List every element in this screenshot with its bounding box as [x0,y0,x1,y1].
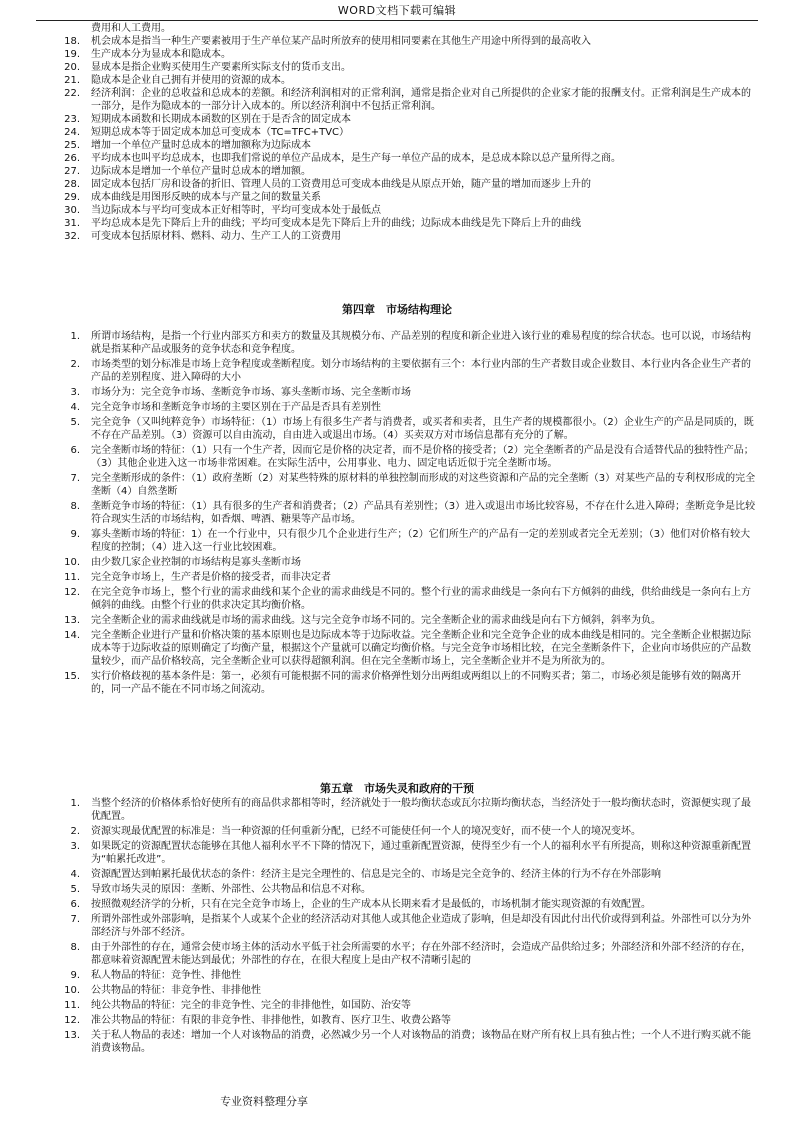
item-number: 26. [64,153,80,164]
item-number: 22. [64,88,80,99]
item-number: 1. [70,798,80,809]
item-text: 机会成本是指当一种生产要素被用于生产单位某产品时所放弃的使用相同要素在其他生产用途中所得到的最高收入 [91,36,591,47]
item-number: 11. [64,1000,80,1011]
item-text: 私人物品的特征：竞争性、排他性 [91,970,241,981]
item-number: 4. [70,869,80,880]
item-text: 资源实现最优配置的标准是：当一种资源的任何重新分配，已经不可能使任何一个人的境况变好，而不使一个人的境况变坏。 [91,826,641,837]
item-text: 实行价格歧视的基本条件是：第一，必须有可能根据不同的需求价格弹性划分出两组或两组以上的不同购买者；第二，市场必须是能够有效的隔离开的，同一产品不能在不同市场之间流动。 [91,671,741,695]
item-text: 由于外部性的存在，通常会使市场主体的活动水平低于社会所需要的水平；存在外部不经济时，会造成产品供给过多；外部经济和外部不经济的存在，都意味着资源配置未能达到最优；外部性的存在，在很大程度上是由产权不清晰引起的 [91,942,751,966]
item-text: 市场分为：完全竞争市场、垄断竞争市场、寡头垄断市场、完全垄断市场 [91,387,411,398]
item-text: 资源配置达到帕累托最优状态的条件：经济主是完全理性的、信息是完全的、市场是完全竞争的、经济主体的行为不存在外部影响 [91,869,661,880]
item-number: 2. [70,826,80,837]
list-item [0,191,794,204]
list-item [0,868,794,881]
item-number: 6. [70,445,80,456]
chapter-4-section [0,330,794,698]
item-text: 完全垄断形成的条件：（1）政府垄断（2）对某些特殊的原材料的单独控制而形成的对这些资源和产品的完全垄断（3）对某些产品的专利权形成的完全垄断（4）自然垄断 [91,473,756,497]
item-text: 在完全竞争市场上，整个行业的需求曲线和某个企业的需求曲线是不同的。整个行业的需求曲线是一条向右下方倾斜的曲线，供给曲线是一条向右上方倾斜的曲线。由整个行业的供求决定其均衡价格。 [91,587,751,611]
item-text: 由少数几家企业控制的市场结构是寡头垄断市场 [91,557,301,568]
chapter-4-title: 第四章 市场结构理论 [342,303,452,316]
item-number: 29. [64,192,80,203]
list-item [0,500,794,526]
item-text: 市场类型的划分标准是市场上竞争程度或垄断程度。划分市场结构的主要依据有三个：本行业内部的生产者数目或企业数目、本行业内各企业生产者的产品的差别程度、进入障碍的大小 [91,359,751,383]
list-item [0,358,794,384]
item-number: 10. [64,985,80,996]
item-number: 1. [70,331,80,342]
item-number: 19. [64,49,80,60]
item-text: 按照微观经济学的分析，只有在完全竞争市场上，企业的生产成本从长期来看才是最低的，市场机制才能实现资源的有效配置。 [91,899,651,910]
chapter-5-title: 第五章 市场失灵和政府的干预 [320,782,474,795]
list-item [0,797,794,823]
list-item [0,883,794,896]
item-text: 可变成本包括原材料、燃料、动力、生产工人的工资费用 [91,231,341,242]
item-text: 所谓市场结构，是指一个行业内部买方和卖方的数量及其规模分布、产品差别的程度和新企业进入该行业的难易程度的综合状态。也可以说，市场结构就是指某种产品或服务的竞争状态和竞争程度。 [91,331,751,355]
item-text: 当整个经济的价格体系恰好使所有的商品供求都相等时，经济就处于一般均衡状态或瓦尔拉斯均衡状态，当经济处于一般均衡状态时，资源便实现了最优配置。 [91,798,751,822]
list-item [0,1029,794,1055]
item-number: 28. [64,179,80,190]
item-number: 13. [64,615,80,626]
list-item [0,586,794,612]
list-item [0,204,794,217]
list-item [0,35,794,48]
item-text: 垄断竞争市场的特征：（1）具有很多的生产者和消费者；（2）产品具有差别性；（3）进入或退出市场比较容易，不存在什么进入障碍；垄断竞争是比较符合现实生活的市场结构，如香烟、啤酒、糖果等产品市场。 [91,501,756,525]
item-text: 完全竞争市场上，生产者是价格的接受者，而非决定者 [91,572,331,583]
item-text: 如果既定的资源配置状态能够在其他人福利水平不下降的情况下，通过重新配置资源，使得至少有一个人的福利水平有所提高，则称这种资源重新配置为“帕累托改进”。 [91,841,751,865]
item-number: 20. [64,62,80,73]
item-text: 边际成本是增加一个单位产量时总成本的增加额。 [91,166,311,177]
spacer [0,1055,794,1057]
item-text: 完全垄断市场的特征：（1）只有一个生产者，因而它是价格的决定者，而不是价格的接受者；（2）完全垄断者的产品是没有合适替代品的独特性产品；（3）其他企业进入这一市场非常困难。在实际生活中，公用事业、电力、固定电话近似于完全垄断市场。 [91,445,754,469]
list-item [0,217,794,230]
list-item [0,941,794,967]
list-item [0,999,794,1012]
list-item [0,898,794,911]
item-text: 寡头垄断市场的特征：1）在一个行业中，只有很少几个企业进行生产；（2）它们所生产的产品有一定的差别或者完全无差别；（3）他们对价格有较大程度的控制；（4）进入这一行业比较困难。 [91,529,751,553]
list-item [0,230,794,243]
item-number: 13. [64,1030,80,1041]
item-text: 所谓外部性或外部影响，是指某个人或某个企业的经济活动对其他人或其他企业造成了影响，但是却没有因此付出代价或得到利益。外部性可以分为外部经济与外部不经济。 [91,914,751,938]
item-text: 短期成本函数和长期成本函数的区别在于是否含的固定成本 [91,114,351,125]
list-item [0,913,794,939]
item-number: 5. [70,884,80,895]
item-number: 25. [64,140,80,151]
list-item [0,139,794,152]
list-item [0,969,794,982]
item-number: 3. [70,387,80,398]
item-text: 纯公共物品的特征：完全的非竞争性、完全的非排他性，如国防、治安等 [91,1000,411,1011]
item-number: 12. [64,587,80,598]
item-number: 27. [64,166,80,177]
list-item [0,629,794,668]
list-item [0,87,794,113]
list-item [0,444,794,470]
list-item [0,61,794,74]
item-number: 30. [64,205,80,216]
list-item [0,401,794,414]
item-text: 生产成本分为显成本和隐成本。 [91,49,231,60]
item-number: 18. [64,36,80,47]
item-number: 31. [64,218,80,229]
item-text: 成本曲线是用图形反映的成本与产量之间的数量关系 [91,192,321,203]
list-item [0,840,794,866]
cost-items-section [0,22,794,243]
list-item [0,48,794,61]
item-number: 2. [70,359,80,370]
item-text: 平均总成本是先下降后上升的曲线；平均可变成本是先下降后上升的曲线；边际成本曲线是先下降后上升的曲线 [91,218,581,229]
list-item [0,165,794,178]
list-item [0,472,794,498]
item-number: 14. [64,630,80,641]
item-text: 经济利润：企业的总收益和总成本的差额。和经济利润相对的正常利润，通常是指企业对自己所提供的企业家才能的报酬支付。正常利润是生产成本的一部分，是作为隐成本的一部分计入成本的。所以经济利润中不包括正常利润。 [91,88,751,112]
header-rule [36,20,758,21]
item-number: 7. [70,914,80,925]
list-item [0,556,794,569]
item-number: 32. [64,231,80,242]
page-footer: 专业资料整理分享 [220,1095,308,1108]
item-text: 准公共物品的特征：有限的非竞争性、非排他性，如教育、医疗卫生、收费公路等 [91,1015,451,1026]
item-text: 隐成本是企业自己拥有并使用的资源的成本。 [91,75,291,86]
item-text: 固定成本包括厂房和设备的折旧、管理人员的工资费用总可变成本曲线是从原点开始，随产量的增加而逐步上升的 [91,179,591,190]
item-number: 23. [64,114,80,125]
item-number: 4. [70,402,80,413]
list-item [0,386,794,399]
list-item [0,178,794,191]
item-number: 5. [70,417,80,428]
item-number: 6. [70,899,80,910]
item-number: 8. [70,942,80,953]
item-text: 完全竞争市场和垄断竞争市场的主要区别在于产品是否具有差别性 [91,402,381,413]
list-item [0,984,794,997]
list-item [0,152,794,165]
item-text: 完全竞争（又叫纯粹竞争）市场特征：（1）市场上有很多生产者与消费者，或买者和卖者，且生产者的规模都很小。（2）企业生产的产品是同质的，既不存在产品差别。（3）资源可以自由流动，自由进入或退出市场。（4）买卖双方对市场信息都有充分的了解。 [91,417,754,441]
item-number: 15. [64,671,80,682]
chapter-5-section [0,797,794,1057]
page-header: WORD文档下载可编辑 [337,4,457,17]
item-text: 当边际成本与平均可变成本正好相等时，平均可变成本处于最低点 [91,205,381,216]
list-item [0,670,794,696]
item-text: 关于私人物品的表述：增加一个人对该物品的消费，必然减少另一个人对该物品的消费；该物品在财产所有权上具有独占性；一个人不进行购买就不能消费该物品。 [91,1030,751,1054]
item-text: 导致市场失灵的原因：垄断、外部性、公共物品和信息不对称。 [91,884,371,895]
continuation-text: 费用和人工费用。 [91,23,171,34]
item-number: 3. [70,841,80,852]
list-item [0,74,794,87]
item-number: 11. [64,572,80,583]
list-item [0,614,794,627]
item-text: 公共物品的特征：非竞争性、非排他性 [91,985,261,996]
list-item [0,1014,794,1027]
item-text: 完全垄断企业的需求曲线就是市场的需求曲线。这与完全竞争市场不同的。完全垄断企业的需求曲线是向右下方倾斜，斜率为负。 [91,615,661,626]
list-item [0,416,794,442]
list-item [0,528,794,554]
list-item [0,571,794,584]
list-item [0,126,794,139]
item-number: 8. [70,501,80,512]
item-text: 增加一个单位产量时总成本的增加额称为边际成本 [91,140,311,151]
item-number: 7. [70,473,80,484]
item-number: 9. [70,529,80,540]
item-text: 短期总成本等于固定成本加总可变成本（TC=TFC+TVC） [91,127,350,138]
item-number: 24. [64,127,80,138]
item-number: 9. [70,970,80,981]
item-number: 12. [64,1015,80,1026]
item-text: 显成本是指企业购买使用生产要素所实际支付的货币支出。 [91,62,351,73]
spacer [0,696,794,698]
item-number: 10. [64,557,80,568]
item-number: 21. [64,75,80,86]
list-item [0,825,794,838]
item-text: 完全垄断企业进行产量和价格决策的基本原则也是边际成本等于边际收益。完全垄断企业和完全竞争企业的成本曲线是相同的。完全垄断企业根据边际成本等于边际收益的原则确定了均衡产量，根据这个产量就可以确定均衡价格。与完全竞争市场相比较，在完全垄断条件下，企业向市场供应的产品数量较少，而产品价格较高，完全垄断企业可以获得超额利润。但在完全垄断市场上，完全垄断企业并不是为所欲为的。 [91,630,751,667]
list-item [0,330,794,356]
item-text: 平均成本也叫平均总成本，也即我们常说的单位产品成本，是生产每一单位产品的成本，是总成本除以总产量所得之商。 [91,153,621,164]
list-item [0,113,794,126]
